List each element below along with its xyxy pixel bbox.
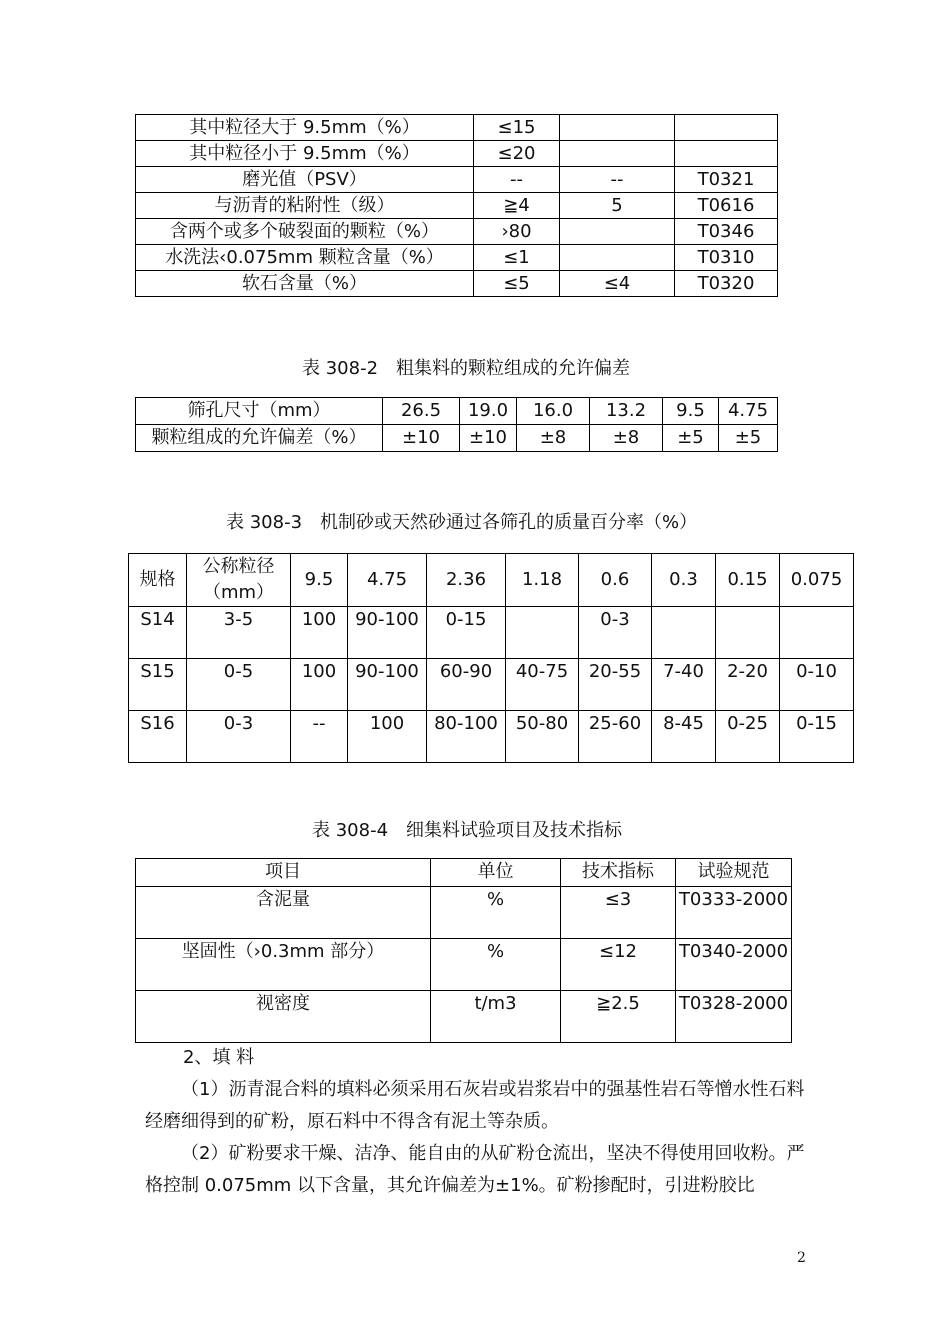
table-cell: -- [291,711,348,763]
table-cell: ≤12 [561,939,676,991]
table-cell: 20-55 [579,659,652,711]
table-cell: 5 [560,193,675,219]
header-cell: 规格 [129,554,187,607]
table-cell: 7-40 [652,659,716,711]
table-cell [560,219,675,245]
coarse-aggregate-gradation-tolerance-table [135,397,778,452]
table-cell: 100 [291,659,348,711]
header-cell: 0.15 [716,554,780,607]
table-cell: 含泥量 [136,887,431,939]
table-cell: 90-100 [348,659,427,711]
table-cell: 0-15 [427,607,506,659]
table-cell: 50-80 [506,711,579,763]
table-cell: 40-75 [506,659,579,711]
table-row [136,271,778,297]
table-cell: 筛孔尺寸（mm） [136,398,383,425]
table-cell: ±8 [590,425,663,452]
table-cell: ≧2.5 [561,991,676,1043]
table-cell: 含两个或多个破裂面的颗粒（%） [136,219,474,245]
table-cell: 水洗法‹0.075mm 颗粒含量（%） [136,245,474,271]
table-cell: T0310 [675,245,778,271]
table-cell: ≤20 [474,141,560,167]
table-cell: ≧4 [474,193,560,219]
table-cell [652,607,716,659]
table-cell: S14 [129,607,187,659]
table-cell: 26.5 [383,398,460,425]
table3-caption: 表 308-3 机制砂或天然砂通过各筛孔的质量百分率（%） [226,512,698,533]
table-cell: 60-90 [427,659,506,711]
table-cell: 0-25 [716,711,780,763]
header-cell: 0.6 [579,554,652,607]
page-number: 2 [797,1250,806,1266]
table-header-row [129,554,854,607]
table-cell: ≤15 [474,115,560,141]
table-cell: T0328-2000 [676,991,792,1043]
table-cell [560,115,675,141]
header-cell: 0.3 [652,554,716,607]
table-cell [780,607,854,659]
table-header-row [136,859,792,887]
table-cell: 磨光值（PSV） [136,167,474,193]
table-cell: ±8 [517,425,590,452]
table-cell [560,141,675,167]
table-cell: 25-60 [579,711,652,763]
table-cell [560,245,675,271]
header-cell: 2.36 [427,554,506,607]
sand-passing-percentage-table [128,553,854,763]
table-cell: ±10 [460,425,517,452]
table-cell [675,141,778,167]
table-row [136,245,778,271]
table-cell: 坚固性（›0.3mm 部分） [136,939,431,991]
table-cell: 0-10 [780,659,854,711]
table-row [129,659,854,711]
table-cell [716,607,780,659]
header-cell: 9.5 [291,554,348,607]
table-cell: 100 [291,607,348,659]
table-cell: 视密度 [136,991,431,1043]
section-heading-filler: 2、填 料 [183,1047,255,1068]
table-cell: 0-15 [780,711,854,763]
table-cell: 0-3 [187,711,291,763]
table-row [129,607,854,659]
header-cell: 试验规范 [676,859,792,887]
table-row [136,219,778,245]
table-cell: 其中粒径小于 9.5mm（%） [136,141,474,167]
table-cell: T0333-2000 [676,887,792,939]
table-cell: 3-5 [187,607,291,659]
table-cell: % [431,887,561,939]
table-cell: S15 [129,659,187,711]
coarse-aggregate-spec-table [135,114,778,297]
header-cell: 公称粒径（mm） [187,554,291,607]
paragraph-filler-1: （1）沥青混合料的填料必须采用石灰岩或岩浆岩中的强基性岩石等憎水性石料经磨细得到的矿粉，原石料中不得含有泥土等杂质。 [145,1079,805,1132]
table-row [136,887,792,939]
table-cell: % [431,939,561,991]
table-row [136,991,792,1043]
table-cell: T0346 [675,219,778,245]
table-cell [506,607,579,659]
table-cell: 2-20 [716,659,780,711]
header-cell: 1.18 [506,554,579,607]
table-cell: ≤1 [474,245,560,271]
paragraph-filler-2: （2）矿粉要求干燥、洁净、能自由的从矿粉仓流出，坚决不得使用回收粉。严格控制 0.075mm 以下含量，其允许偏差为±1%。矿粉掺配时，引进粉胶比 [145,1143,805,1196]
table-cell: T0340-2000 [676,939,792,991]
header-cell: 4.75 [348,554,427,607]
table-cell: t/m3 [431,991,561,1043]
table-cell: 13.2 [590,398,663,425]
table-cell: ±5 [719,425,778,452]
table-cell: 9.5 [663,398,719,425]
table-cell: T0321 [675,167,778,193]
table-row [136,425,778,452]
header-cell: 项目 [136,859,431,887]
table-cell: 80-100 [427,711,506,763]
table-cell: 与沥青的粘附性（级） [136,193,474,219]
table-cell: 19.0 [460,398,517,425]
table-row [129,711,854,763]
table-cell: 0-5 [187,659,291,711]
fine-aggregate-test-table [135,858,792,1043]
table-cell: -- [474,167,560,193]
header-cell: 0.075 [780,554,854,607]
table-cell: 颗粒组成的允许偏差（%） [136,425,383,452]
table-cell: ±5 [663,425,719,452]
table-row [136,167,778,193]
table-cell: 90-100 [348,607,427,659]
table-cell: ≤4 [560,271,675,297]
table-cell: ≤5 [474,271,560,297]
table-cell [675,115,778,141]
table-row [136,193,778,219]
table-row [136,398,778,425]
table-cell: ±10 [383,425,460,452]
table-cell: T0616 [675,193,778,219]
table-cell: -- [560,167,675,193]
table-row [136,141,778,167]
header-cell: 技术指标 [561,859,676,887]
table-cell: 4.75 [719,398,778,425]
table-cell: S16 [129,711,187,763]
table2-caption: 表 308-2 粗集料的颗粒组成的允许偏差 [302,358,631,379]
table-cell: 其中粒径大于 9.5mm（%） [136,115,474,141]
table-cell: ≤3 [561,887,676,939]
table-cell: T0320 [675,271,778,297]
table-cell: 8-45 [652,711,716,763]
table-cell: ›80 [474,219,560,245]
header-cell: 单位 [431,859,561,887]
table4-caption: 表 308-4 细集料试验项目及技术指标 [312,820,623,841]
table-cell: 16.0 [517,398,590,425]
table-row [136,939,792,991]
table-cell: 100 [348,711,427,763]
table-cell: 0-3 [579,607,652,659]
table-row [136,115,778,141]
table-cell: 软石含量（%） [136,271,474,297]
